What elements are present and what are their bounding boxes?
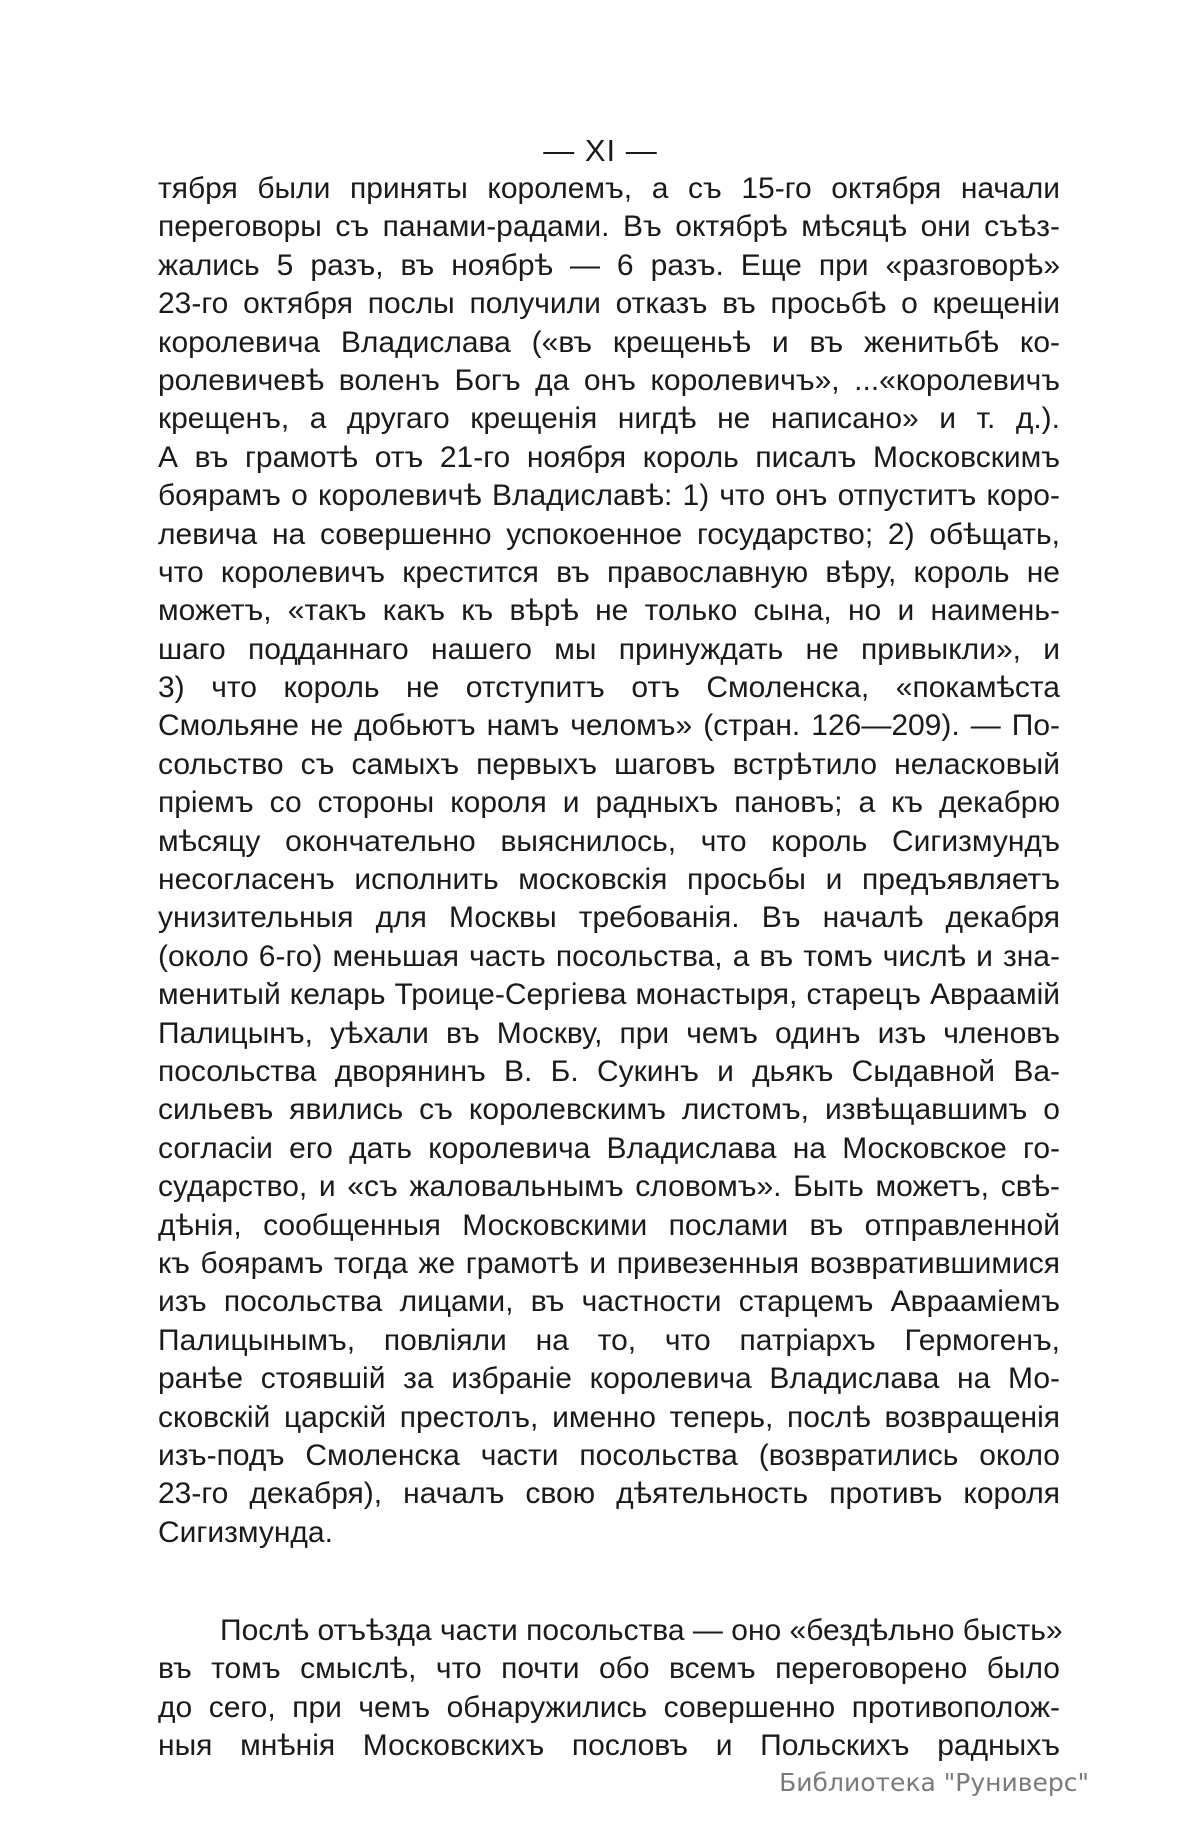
text-line: тября были приняты королемъ, а съ 15-го октября начали: [158, 172, 1060, 205]
paragraph-2: [158, 1612, 1063, 1766]
text-line: можетъ, «такъ какъ къ вѣрѣ не только сына, но и наимень-: [158, 594, 1060, 628]
text-line: до сего, при чемъ обнаружились совершенно противополож-: [158, 1690, 1060, 1724]
text-line: сильевъ явились съ королевскимъ листомъ, извѣщавшимъ о: [158, 1093, 1060, 1127]
text-line: ныя мнѣнія Московскихъ пословъ и Польскихъ радныхъ: [158, 1729, 1060, 1763]
paragraph-1: [158, 170, 1060, 1552]
text-line: Смольяне не добьютъ намъ челомъ» (стран. 126—209). — По-: [158, 709, 1060, 743]
text-line: сольство съ самыхъ первыхъ шаговъ встрѣтило неласковый: [158, 747, 1060, 781]
text-line: 3) что король не отступитъ отъ Смоленска, «покамѣста: [158, 671, 1060, 705]
text-line: левича на совершенно успокоенное государство; 2) обѣщать,: [158, 517, 1060, 551]
text-line: согласіи его дать королевича Владислава на Московское го-: [158, 1131, 1060, 1165]
text-line: мѣсяцу окончательно выяснилось, что король Сигизмундъ: [158, 824, 1060, 858]
text-line: въ томъ смыслѣ, что почти обо всемъ переговорено было: [158, 1652, 1060, 1686]
text-line: ранѣе стоявшій за избраніе королевича Владислава на Мо-: [158, 1362, 1060, 1396]
text-line: переговоры съ панами-радами. Въ октябрѣ мѣсяцѣ они съѣз-: [158, 210, 1060, 244]
text-line: жались 5 разъ, въ ноябрѣ — 6 разъ. Еще при «разговорѣ»: [158, 248, 1060, 282]
text-line: А въ грамотѣ отъ 21-го ноября король писалъ Московскимъ: [158, 440, 1060, 474]
text-line: сковскій царскій престолъ, именно теперь, послѣ возвращенія: [158, 1400, 1060, 1434]
text-line: крещенъ, а другаго крещенія нигдѣ не написано» и т. д.).: [158, 402, 1060, 436]
text-line: королевича Владислава («въ крещеньѣ и въ женитьбѣ ко-: [158, 325, 1060, 359]
text-line: унизительныя для Москвы требованія. Въ началѣ декабря: [158, 901, 1060, 935]
text-line: дѣнія, сообщенныя Московскими послами въ отправленной: [158, 1208, 1060, 1242]
text-line: пріемъ со стороны короля и радныхъ пановъ; а къ декабрю: [158, 786, 1060, 820]
text-line: Палицынъ, уѣхали въ Москву, при чемъ одинъ изъ членовъ: [158, 1016, 1060, 1050]
text-line: несогласенъ исполнить московскія просьбы и предъявляетъ: [158, 863, 1060, 897]
text-line: ролевичевѣ воленъ Богъ да онъ королевичъ», ...«королевичъ: [158, 363, 1060, 397]
text-line: шаго подданнаго нашего мы принуждать не привыкли», и: [158, 632, 1060, 666]
text-line: Сигизмунда.: [158, 1515, 333, 1549]
text-line: (около 6-го) меньшая часть посольства, а въ томъ числѣ и зна-: [158, 939, 1060, 973]
text-line: Палицынымъ, повліяли на то, что патріархъ Гермогенъ,: [158, 1323, 1060, 1357]
library-watermark: Библиотека "Руниверс": [779, 1768, 1089, 1797]
text-line: 23-го октября послы получили отказъ въ просьбѣ о крещеніи: [158, 287, 1060, 321]
text-line: что королевичъ крестится въ православную вѣру, король не: [158, 555, 1060, 589]
text-line: посольства дворянинъ В. Б. Сукинъ и дьякъ Сыдавной Ва-: [158, 1054, 1060, 1088]
text-line: сударство, и «съ жаловальнымъ словомъ». Быть можетъ, свѣ-: [158, 1170, 1060, 1204]
text-line: менитый келарь Троице-Сергіева монастыря, старецъ Авраамій: [158, 978, 1060, 1012]
page-number: — XI —: [543, 133, 658, 168]
text-line: Послѣ отъѣзда части посольства — оно «бездѣльно бысть»: [220, 1614, 1063, 1647]
text-line: къ боярамъ тогда же грамотѣ и привезенныя возвратившимися: [158, 1246, 1060, 1280]
text-line: 23-го декабря), началъ свою дѣятельность противъ короля: [158, 1477, 1060, 1511]
text-line: изъ-подъ Смоленска части посольства (возвратились около: [158, 1438, 1060, 1472]
text-line: изъ посольства лицами, въ частности старцемъ Аврааміемъ: [158, 1285, 1060, 1319]
text-line: боярамъ о королевичѣ Владиславѣ: 1) что онъ отпуститъ коро-: [158, 479, 1060, 513]
